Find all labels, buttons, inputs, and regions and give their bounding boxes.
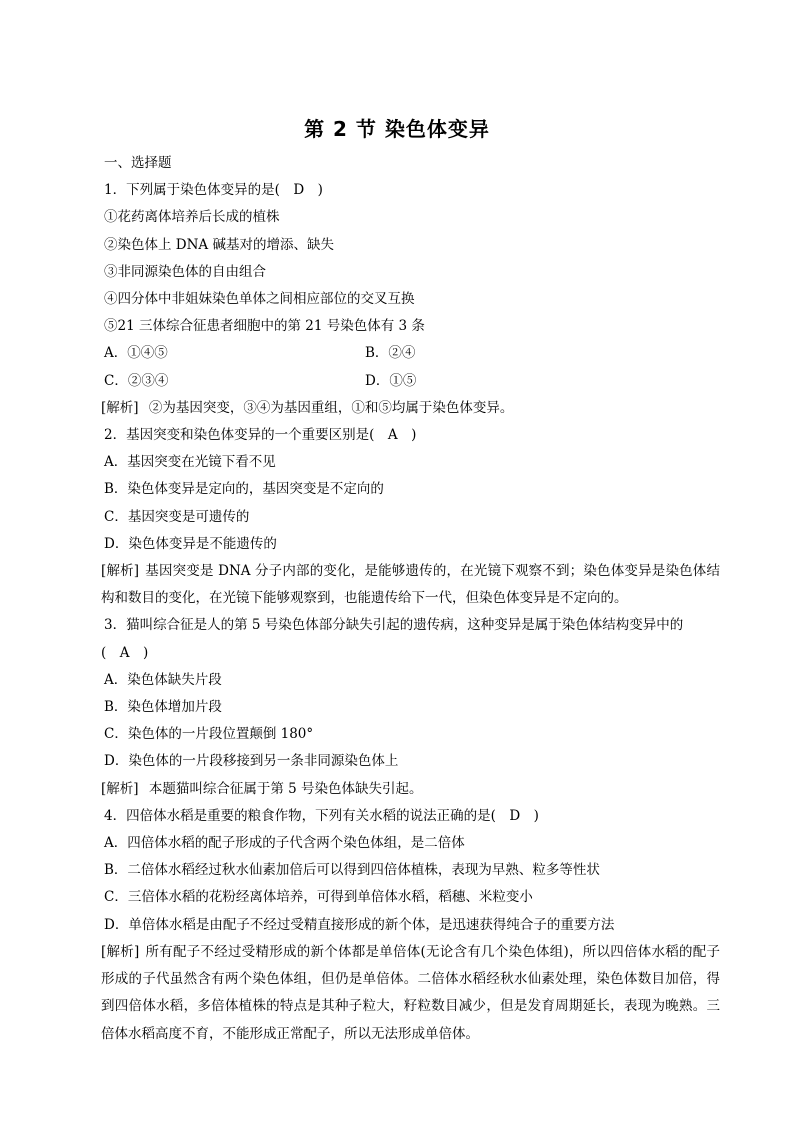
question-3-stem: 3．猫叫综合征是人的第 5 号染色体部分缺失引起的遗传病，这种变异是属于染色体结构变异中的	[104, 617, 684, 634]
analysis-text: 基因突变是 DNA 分子内部的变化，是能够遗传的，在光镜下观察不到；染色体变异是染色体结构和数目的变化，在光镜下能够观察到，也能遗传给下一代，但染色体变异是不定向的。	[101, 563, 720, 607]
question-4-analysis	[101, 939, 720, 1048]
question-1-option-d: D．①⑤	[365, 372, 417, 389]
question-4-option-c: C．三倍体水稻的花粉经离体培养，可得到单倍体水稻，稻穗、米粒变小	[104, 889, 533, 906]
question-1-option-a: A．①④⑤	[104, 345, 168, 362]
question-2-option-b: B．染色体变异是定向的，基因突变是不定向的	[104, 481, 384, 498]
question-4-stem: 4．四倍体水稻是重要的粮食作物，下列有关水稻的说法正确的是( D )	[104, 807, 539, 824]
question-2-option-a: A．基因突变在光镜下看不见	[104, 454, 276, 471]
question-4-option-a: A．四倍体水稻的配子形成的子代含两个染色体组，是二倍体	[104, 835, 465, 852]
question-1-item-3: ③非同源染色体的自由组合	[104, 263, 266, 280]
section-heading: 一、选择题	[104, 155, 172, 171]
question-1-options-row-1	[104, 340, 720, 367]
question-2-option-d: D．染色体变异是不能遗传的	[104, 535, 277, 552]
document-body	[101, 150, 720, 1048]
question-1-option-c: C．②③④	[104, 372, 169, 389]
question-2-analysis	[101, 558, 720, 612]
question-3-answer: ( A )	[101, 644, 149, 661]
question-4-option-b: B．二倍体水稻经过秋水仙素加倍后可以得到四倍体植株，表现为早熟、粒多等性状	[104, 862, 600, 879]
analysis-label: [解析]	[101, 943, 140, 960]
page-title: 第 2 节 染色体变异	[304, 117, 490, 141]
question-3-option-a: A．染色体缺失片段	[104, 671, 222, 688]
question-1-analysis	[101, 395, 720, 422]
question-3-option-d: D．染色体的一片段移接到另一条非同源染色体上	[104, 753, 399, 770]
question-3-analysis	[101, 776, 720, 803]
question-2-option-c: C．基因突变是可遗传的	[104, 508, 250, 525]
analysis-label: [解析]	[101, 399, 139, 416]
question-1-item-1: ①花药离体培养后长成的植株	[104, 209, 280, 226]
question-4-option-d: D．单倍体水稻是由配子不经过受精直接形成的新个体，是迅速获得纯合子的重要方法	[104, 916, 615, 933]
analysis-label: [解析]	[101, 780, 139, 797]
question-1-item-4: ④四分体中非姐妹染色单体之间相应部位的交叉互换	[104, 291, 415, 308]
question-1-option-b: B．②④	[365, 345, 416, 362]
question-1-item-5: ⑤21 三体综合征患者细胞中的第 21 号染色体有 3 条	[104, 318, 425, 335]
analysis-text: 本题猫叫综合征属于第 5 号染色体缺失引起。	[148, 780, 423, 797]
question-2-stem: 2．基因突变和染色体变异的一个重要区别是( A )	[104, 427, 417, 444]
question-1-stem: 1．下列属于染色体变异的是( D )	[104, 182, 323, 199]
analysis-text: 所有配子不经过受精形成的新个体都是单倍体(无论含有几个染色体组)，所以四倍体水稻的配子形成的子代虽然含有两个染色体组，但仍是单倍体。二倍体水稻经秋水仙素处理，染色体数目加倍，得到四倍体水稻，多倍体植株的特点是其种子粒大，籽粒数目减少，但是发育周期延长，表现为晚熟。三倍体水稻高度不育，不能形成正常配子，所以无法形成单倍体。	[101, 943, 720, 1042]
question-3-option-c: C．染色体的一片段位置颠倒 180°	[104, 726, 314, 743]
analysis-label: [解析]	[101, 563, 140, 580]
question-1-item-2: ②染色体上 DNA 碱基对的增添、缺失	[104, 236, 334, 253]
analysis-text: ②为基因突变，③④为基因重组，①和⑤均属于染色体变异。	[148, 399, 514, 416]
question-3-option-b: B．染色体增加片段	[104, 699, 222, 716]
question-1-options-row-2	[104, 368, 720, 395]
